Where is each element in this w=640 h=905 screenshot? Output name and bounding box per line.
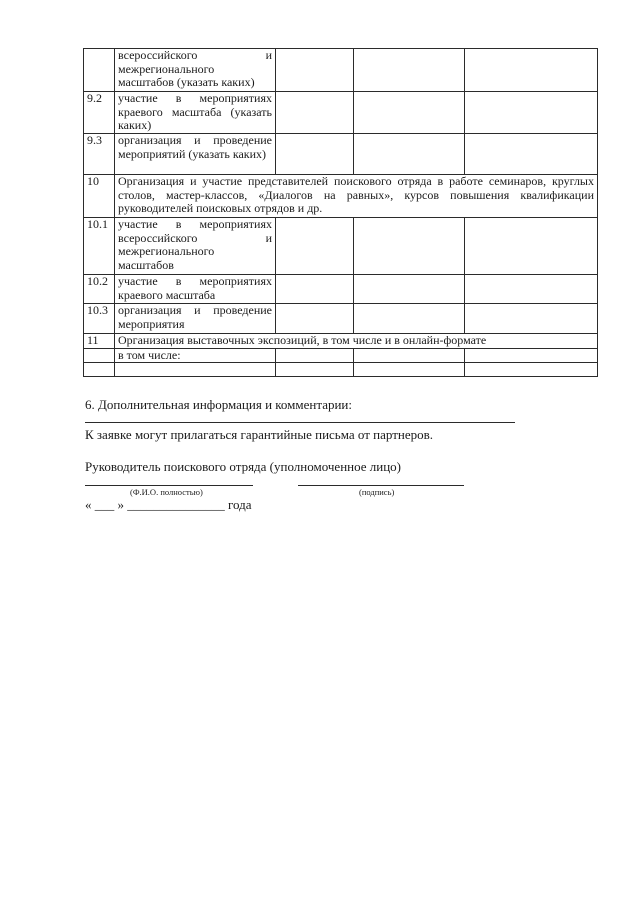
table-cell [465,134,598,175]
table-cell [354,134,465,175]
row-number: 9.3 [84,134,115,175]
table-row [84,334,598,349]
row-number [84,348,115,363]
table-cell [276,363,354,377]
table-cell [354,348,465,363]
table-cell [354,49,465,92]
row-description: организация и проведение мероприятий (указать каких) [115,134,276,175]
row-number: 10.1 [84,218,115,275]
table-cell [465,49,598,92]
section-title: 6. Дополнительная информация и комментарии: [85,397,353,412]
date-field: « ___ » _______________ года [85,497,252,512]
table-cell [276,134,354,175]
table-cell [354,92,465,134]
table-cell [465,92,598,134]
table-cell [354,304,465,334]
row-number: 10.2 [84,275,115,304]
row-number: 9.2 [84,92,115,134]
note-text: К заявке могут прилагаться гарантийные письма от партнеров. [85,427,434,442]
table-row [84,175,598,218]
table-cell [276,348,354,363]
signature-caption: (подпись) [359,487,395,497]
row-description: в том числе: [115,348,276,363]
signature-fill-line [298,485,464,486]
table-cell [465,304,598,334]
table-cell [276,304,354,334]
row-number: 10.3 [84,304,115,334]
table-row [84,218,598,275]
table-row [84,275,598,304]
table-row [84,49,598,92]
table-row [84,92,598,134]
row-description: организация и проведение мероприятия [115,304,276,334]
fio-fill-line [85,485,253,486]
signatory-title: Руководитель поискового отряда (уполномоченное лицо) [85,459,402,474]
table-cell [465,275,598,304]
table-cell [465,218,598,275]
row-description: участие в мероприятиях всероссийского и межрегионального масштабов [115,218,276,275]
row-number [84,49,115,92]
application-table [83,48,598,377]
row-number: 11 [84,334,115,349]
row-number: 10 [84,175,115,218]
row-description: участие в мероприятиях краевого масштаба [115,275,276,304]
fio-caption: (Ф.И.О. полностью) [130,487,203,497]
table-cell [276,218,354,275]
table-row [84,134,598,175]
table-cell [354,363,465,377]
row-description: Организация выставочных экспозиций, в том числе и в онлайн-формате [115,334,598,349]
table-cell [276,49,354,92]
table-cell [354,275,465,304]
row-description: всероссийского и межрегионального масштабов (указать каких) [115,49,276,92]
row-description: участие в мероприятиях краевого масштаба (указать каких) [115,92,276,134]
table-row [84,304,598,334]
table-cell [465,348,598,363]
table-cell [465,363,598,377]
comment-fill-line [85,422,515,423]
table-cell [354,218,465,275]
table-cell [276,275,354,304]
row-description: Организация и участие представителей поискового отряда в работе семинаров, круглых столов, мастер-классов, «Диалогов на равных», курсов повышения квалификации руководителей поисковых отрядов и др. [115,175,598,218]
table-cell [276,92,354,134]
table-row [84,348,598,363]
table-row [84,363,598,377]
row-number [84,363,115,377]
row-description [115,363,276,377]
